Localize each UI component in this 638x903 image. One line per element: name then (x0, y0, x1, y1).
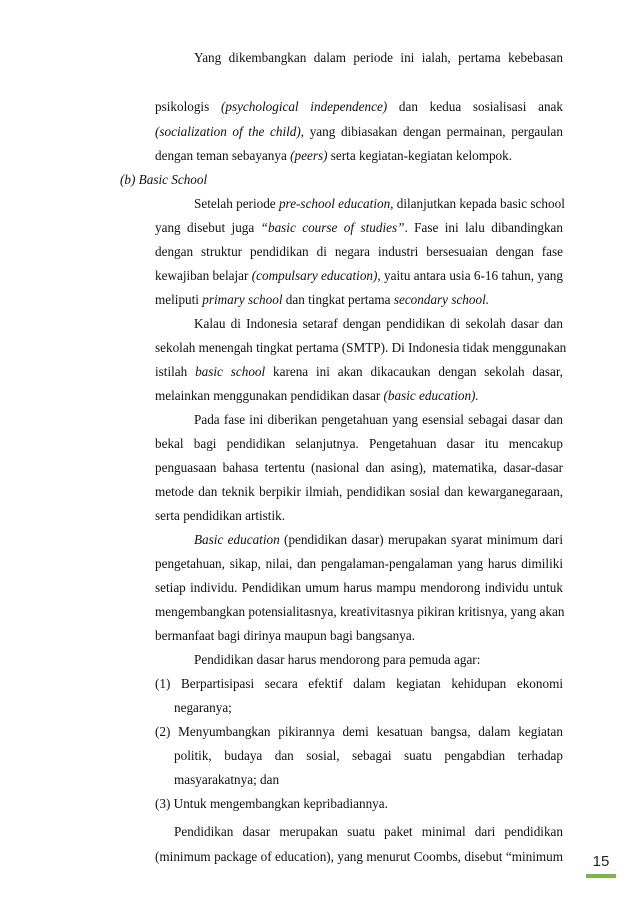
text-run: kewajiban belajar (155, 268, 252, 283)
text-line (155, 796, 563, 812)
text-line (174, 824, 563, 840)
text-line (155, 388, 563, 404)
text-line (155, 99, 563, 115)
italic-text: (b) Basic School (120, 172, 208, 187)
page-number: 15 (592, 853, 610, 870)
text-line (194, 652, 563, 668)
text-run: negaranya; (174, 700, 232, 715)
text-line (155, 292, 563, 308)
text-line (155, 244, 563, 260)
text-run: pengetahuan, sikap, nilai, dan pengalaman-pengalaman yang harus dimiliki (155, 556, 563, 571)
text-line (155, 148, 563, 164)
text-line (155, 436, 563, 452)
text-run: melainkan menggunakan pendidikan dasar (155, 388, 384, 403)
text-line (155, 628, 563, 644)
text-run: Setelah periode (194, 196, 279, 211)
text-line (194, 532, 563, 548)
text-line (174, 772, 563, 788)
text-run: (2) Menyumbangkan pikirannya demi kesatuan bangsa, dalam kegiatan (155, 724, 563, 739)
italic-text: (socialization of the child) (155, 124, 301, 139)
text-line (174, 700, 563, 716)
text-run: Kalau di Indonesia setaraf dengan pendidikan di sekolah dasar dan (194, 316, 563, 331)
italic-text: (compulsary education) (251, 268, 378, 283)
text-run: dan tingkat pertama (282, 292, 394, 307)
text-run: bekal bagi pendidikan selanjutnya. Pengetahuan dasar itu mencakup (155, 436, 563, 451)
text-line (120, 172, 320, 188)
page-number-underline (586, 874, 616, 878)
text-line (155, 556, 563, 572)
text-run: , yang dibiasakan dengan permainan, pergaulan (300, 124, 563, 139)
text-run: . Fase ini lalu dibandingkan (404, 220, 564, 235)
text-line (194, 196, 563, 212)
text-run: serta kegiatan-kegiatan kelompok. (327, 148, 513, 163)
italic-text: (peers) (290, 148, 328, 163)
text-line (194, 50, 563, 66)
italic-text: basic school (195, 364, 266, 379)
italic-text: primary school (202, 292, 283, 307)
text-run: serta pendidikan artistik. (155, 508, 286, 523)
text-run: bermanfaat bagi dirinya maupun bagi bangsanya. (155, 628, 415, 643)
italic-text: (basic education). (383, 388, 479, 403)
text-run: dilanjutkan kepada basic school (393, 196, 565, 211)
text-line (155, 484, 563, 500)
italic-text: pre-school education, (278, 196, 394, 211)
text-run: karena ini akan dikacaukan dengan sekolah dasar, (265, 364, 563, 379)
text-run: psikologis (155, 99, 221, 114)
text-line (155, 676, 563, 692)
text-run: politik, budaya dan sosial, sebagai suatu pengabdian terhadap (174, 748, 563, 763)
text-run: mengembangkan potensialitasnya, kreativitasnya pikiran kritisnya, yang akan (155, 604, 565, 619)
text-run: Pendidikan dasar merupakan suatu paket minimal dari pendidikan (174, 824, 563, 839)
text-run: Pendidikan dasar harus mendorong para pemuda agar: (194, 652, 481, 667)
text-line (155, 508, 563, 524)
italic-text: Basic education (194, 532, 280, 547)
text-run: Yang dikembangkan dalam periode ini ialah, pertama kebebasan (194, 50, 563, 65)
italic-text: “basic course of studies” (260, 220, 405, 235)
text-run: Pada fase ini diberikan pengetahuan yang esensial sebagai dasar dan (194, 412, 563, 427)
text-line (174, 748, 563, 764)
text-line (155, 124, 563, 140)
text-run: dengan struktur pendidikan di negara industri bersesuaian dengan fase (155, 244, 563, 259)
italic-text: secondary school. (393, 292, 490, 307)
text-run: masyarakatnya; dan (174, 772, 280, 787)
text-run: dengan teman sebayanya (155, 148, 291, 163)
text-run: setiap individu. Pendidikan umum harus mampu mendorong individu untuk (155, 580, 563, 595)
text-line (155, 460, 563, 476)
text-line (155, 364, 563, 380)
text-run: (3) Untuk mengembangkan kepribadiannya. (155, 796, 388, 811)
text-run: metode dan teknik berpikir ilmiah, pendidikan sosial dan kewarganegaraan, (155, 484, 563, 499)
text-run: yang disebut juga (155, 220, 261, 235)
text-line (155, 724, 563, 740)
text-line (155, 849, 563, 865)
text-line (155, 580, 563, 596)
text-run: meliputi (155, 292, 203, 307)
text-run: (pendidikan dasar) merupakan syarat minimum dari (279, 532, 563, 547)
text-run: sekolah menengah tingkat pertama (SMTP). Di Indonesia tidak menggunakan (155, 340, 567, 355)
text-run: istilah (155, 364, 196, 379)
text-line (194, 316, 563, 332)
italic-text: (psychological independence) (220, 99, 388, 114)
text-run: (1) Berpartisipasi secara efektif dalam kegiatan kehidupan ekonomi (155, 676, 563, 691)
text-run: (minimum package of education), yang menurut Coombs, disebut “minimum (155, 849, 563, 864)
text-line (155, 220, 563, 236)
text-run: dan kedua sosialisasi anak (387, 99, 563, 114)
text-line (155, 604, 563, 620)
text-line (194, 412, 563, 428)
text-line (155, 268, 563, 284)
text-run: , yaitu antara usia 6-16 tahun, yang (377, 268, 563, 283)
text-line (155, 340, 567, 356)
text-run: penguasaan bahasa tertentu (nasional dan asing), matematika, dasar-dasar (155, 460, 563, 475)
